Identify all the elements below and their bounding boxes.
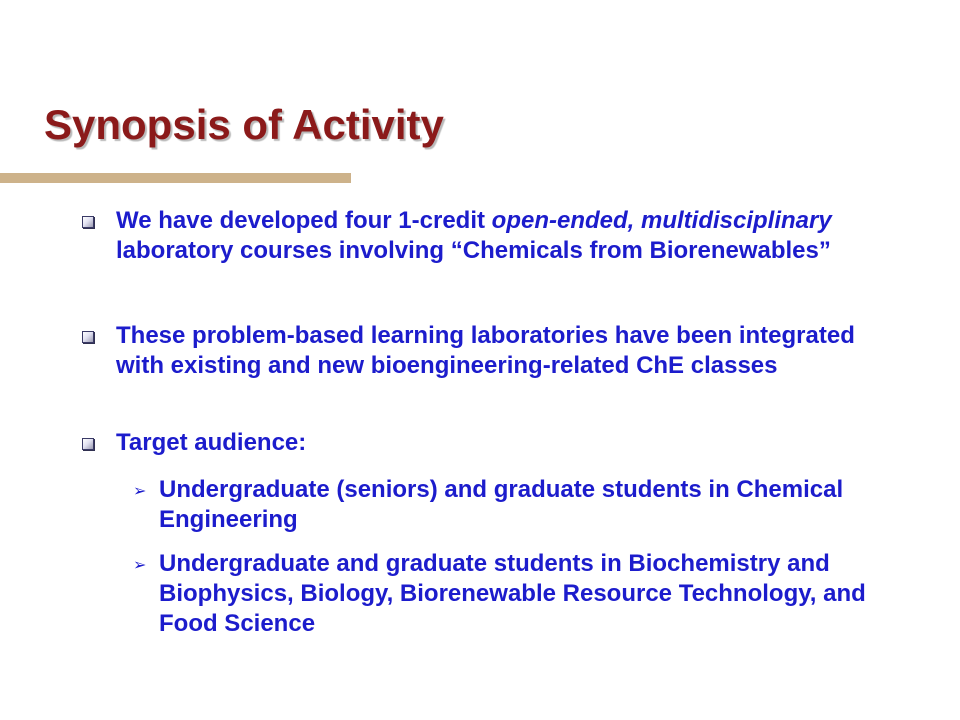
slide-title: Synopsis of Activity	[44, 101, 444, 148]
arrowhead-bullet-icon: ➢	[133, 481, 147, 500]
bullet-text-segment: laboratory courses involving “Chemicals from Biorenewables”	[116, 237, 831, 264]
square-checkbox-bullet-icon	[82, 331, 94, 343]
bullet-text-2: These problem-based learning laboratories have been integrated with existing and new bioengineering-related ChE classes	[116, 322, 855, 379]
bullet-text-3: Target audience:	[116, 429, 307, 456]
square-checkbox-bullet-icon	[82, 438, 94, 450]
bullet-text-segment: We have developed four 1-credit	[116, 207, 492, 234]
square-checkbox-bullet-icon	[82, 216, 94, 228]
arrowhead-bullet-icon: ➢	[133, 555, 147, 574]
bullet-text-1	[116, 206, 906, 266]
bullet-item-2	[116, 321, 906, 381]
bullet-text-emphasis: open-ended, multidisciplinary	[491, 207, 832, 234]
bullet-item-1	[116, 206, 906, 266]
sub-bullet-item-2	[133, 549, 919, 639]
sub-bullet-item-1	[133, 475, 919, 535]
bullet-item-3	[116, 428, 906, 458]
sub-bullet-text-2: Undergraduate and graduate students in Biochemistry and Biophysics, Biology, Biorenewable Resource Technology, and Food Science	[159, 550, 866, 637]
sub-bullet-text-1: Undergraduate (seniors) and graduate students in Chemical Engineering	[159, 476, 844, 533]
title-underline-bar	[0, 173, 351, 183]
